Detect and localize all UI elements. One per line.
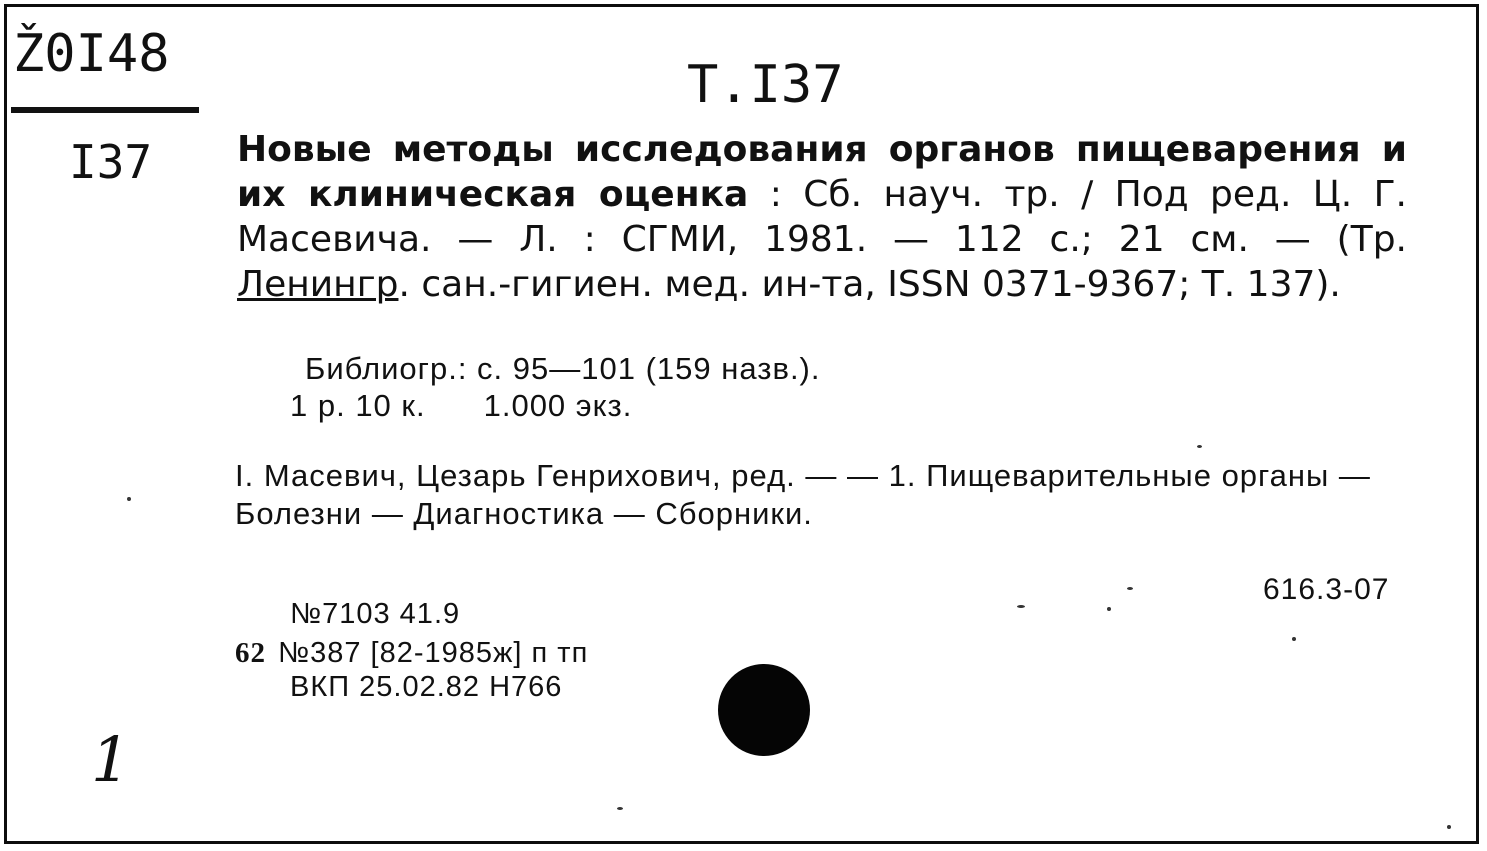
catalog-card [4,4,1479,844]
call-number-top [13,19,170,89]
ink-speck [127,497,131,501]
accession-line-2-lead: 62 [235,637,266,669]
handwritten-mark: 1 [91,723,131,796]
call-number-divider [11,107,199,113]
bibliography-note: Библиогр.: с. 95—101 (159 назв.). [305,351,821,386]
accession-line-1: №7103 41.9 [290,598,461,630]
book-title: Новые методы исследования органов пищеварения и их клиническая оценка [237,129,1407,215]
price: 1 р. 10 к. [290,388,426,423]
price-copies-line [290,388,632,424]
description-tail: . сан.-гигиен. мед. ин-та, ISSN 0371-9367; Т. 137). [398,264,1341,305]
copies: 1.000 экз. [483,388,633,423]
ink-speck [1197,445,1202,448]
ink-speck [1447,825,1451,829]
ink-speck [1292,637,1296,641]
ink-speck [617,807,623,810]
ink-speck [1017,605,1025,608]
ink-speck [1127,587,1133,590]
call-number-bottom: I37 [69,135,153,189]
header-code: T.I37 [687,55,844,115]
classification-number: 616.3-07 [1263,573,1390,606]
accession-line-2 [235,637,588,670]
series-underlined: Ленингр [237,264,399,305]
punch-hole [718,664,810,756]
call-number-top-text: Ž0I48 [13,24,170,84]
ink-speck [1107,607,1111,611]
accession-line-2-text: №387 [82-1985ж] п тп [278,637,589,669]
subject-entries: I. Масевич, Цезарь Генрихович, ред. — — 1. Пищеварительные органы — Болезни — Диагностика — Сборники. [235,458,1371,531]
accession-line-3: ВКП 25.02.82 Н766 [290,671,563,703]
bibliographic-description [237,127,1407,307]
description-body: : Сб. науч. тр. / Под ред. Ц. Г. Масевича. — Л. : СГМИ, 1981. — 112 с.; 21 см. — (Тр. [237,174,1407,260]
